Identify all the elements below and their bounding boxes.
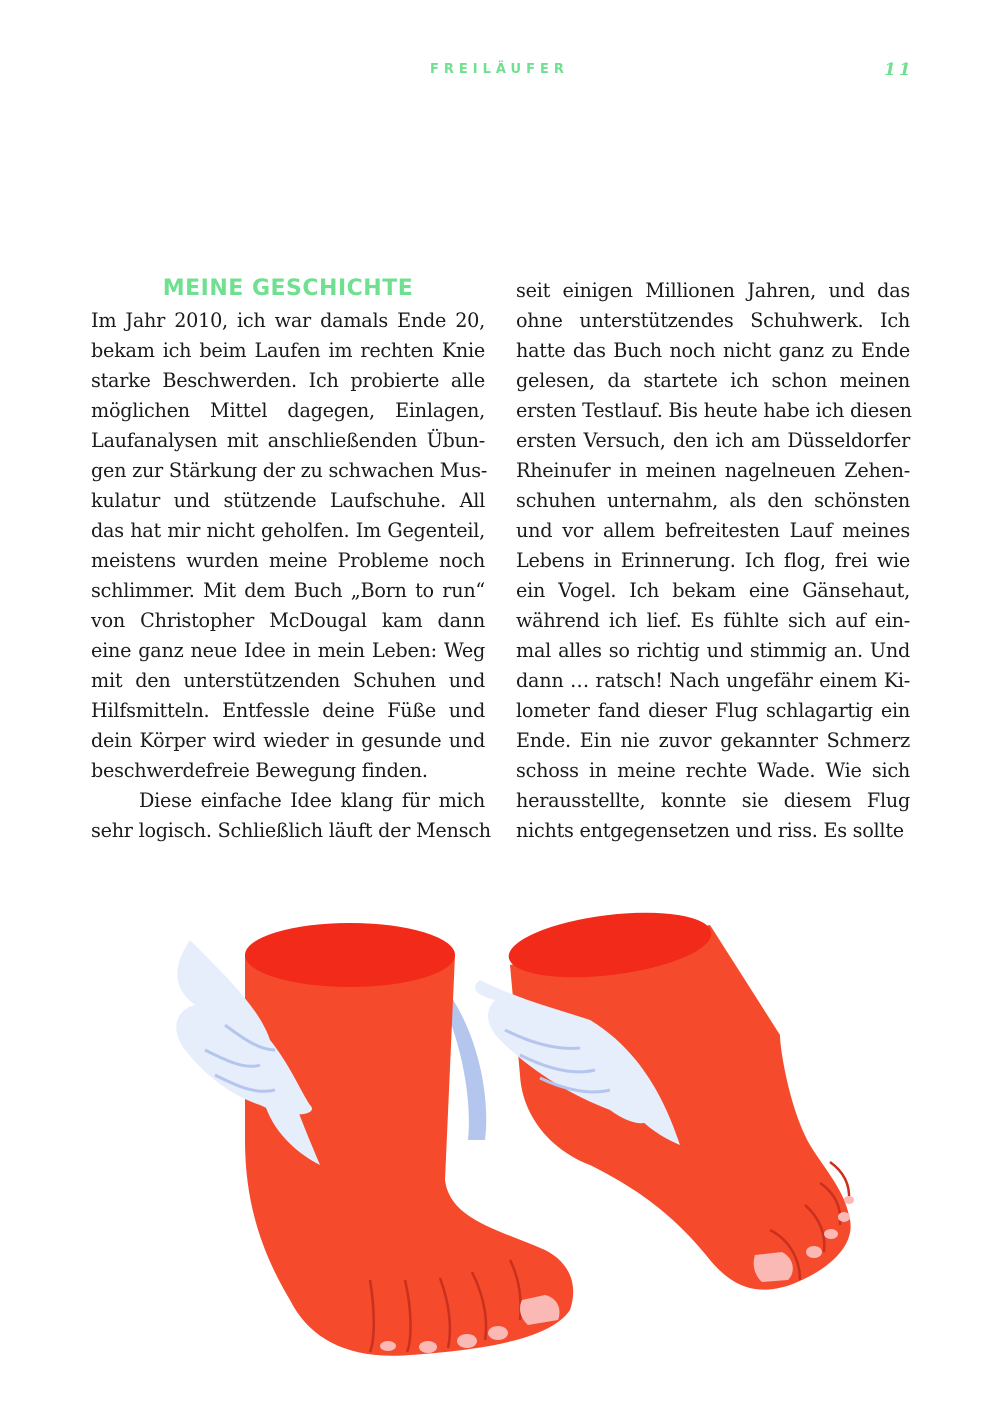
text-line: ein Vogel. Ich bekam eine Gänsehaut, — [516, 579, 910, 602]
text-line: meistens wurden meine Probleme noch — [91, 549, 485, 572]
text-line: beschwerdefreie Bewegung finden. — [91, 759, 428, 782]
paragraph-block-left — [91, 306, 491, 846]
text-line: gen zur Stärkung der zu schwachen Mus- — [91, 459, 488, 482]
text-column-left — [91, 276, 491, 846]
text-line: ohne unterstützendes Schuhwerk. Ich — [516, 309, 910, 332]
text-line: Hilfsmitteln. Entfessle deine Füße und — [91, 699, 485, 722]
text-line: und vor allem befreitesten Lauf meines — [516, 519, 910, 542]
text-line: gelesen, da startete ich schon meinen — [516, 369, 910, 392]
text-line: möglichen Mittel dagegen, Einlagen, — [91, 399, 485, 422]
section-heading: MEINE GESCHICHTE — [162, 276, 414, 301]
text-line: Diese einfache Idee klang für mich — [139, 789, 485, 812]
text-line: hatte das Buch noch nicht ganz zu Ende — [516, 339, 910, 362]
text-line: schuhen unternahm, als den schönsten — [516, 489, 910, 512]
text-line: ersten Testlauf. Bis heute habe ich diesen — [516, 399, 912, 422]
text-line: herausstellte, konnte sie diesem Flug — [516, 789, 910, 812]
right-foot — [475, 903, 854, 1290]
text-line: ersten Versuch, den ich am Düsseldorfer — [516, 429, 910, 452]
winged-feet-icon — [150, 900, 870, 1370]
text-line: starke Beschwerden. Ich probierte alle — [91, 369, 485, 392]
text-line: seit einigen Millionen Jahren, und das — [516, 279, 910, 302]
text-line: Rheinufer in meinen nagelneuen Zehen- — [516, 459, 910, 482]
text-line: Laufanalysen mit anschließenden Übun- — [91, 429, 485, 452]
page-number: 11 — [884, 60, 914, 80]
text-line: mit den unterstützenden Schuhen und — [91, 669, 485, 692]
paragraph-block-right — [516, 276, 910, 846]
text-column-right — [516, 276, 910, 846]
text-line: das hat mir nicht geholfen. Im Gegenteil, — [91, 519, 485, 542]
text-line: schlimmer. Mit dem Buch „Born to run“ — [91, 579, 485, 602]
text-line: Lebens in Erinnerung. Ich flog, frei wie — [516, 549, 910, 572]
text-line: lometer fand dieser Flug schlagartig ein — [516, 699, 910, 722]
text-line: eine ganz neue Idee in mein Leben: Weg — [91, 639, 485, 662]
text-line: mal alles so richtig und stimmig an. Und — [516, 639, 910, 662]
text-line: Im Jahr 2010, ich war damals Ende 20, — [91, 309, 485, 332]
text-line: von Christopher McDougal kam dann — [91, 609, 485, 632]
text-line: dann … ratsch! Nach ungefähr einem Ki- — [516, 669, 910, 692]
text-line: nichts entgegensetzen und riss. Es sollte — [516, 819, 904, 842]
text-line: dein Körper wird wieder in gesunde und — [91, 729, 485, 752]
text-line: Ende. Ein nie zuvor gekannter Schmerz — [516, 729, 910, 752]
text-line: sehr logisch. Schließlich läuft der Mensch — [91, 819, 491, 842]
text-line: während ich lief. Es fühlte sich auf ein- — [516, 609, 910, 632]
text-line: schoss in meine rechte Wade. Wie sich — [516, 759, 910, 782]
text-line: bekam ich beim Laufen im rechten Knie — [91, 339, 485, 362]
running-head: FREILÄUFER — [430, 62, 569, 77]
text-line: kulatur und stützende Laufschuhe. All — [91, 489, 485, 512]
